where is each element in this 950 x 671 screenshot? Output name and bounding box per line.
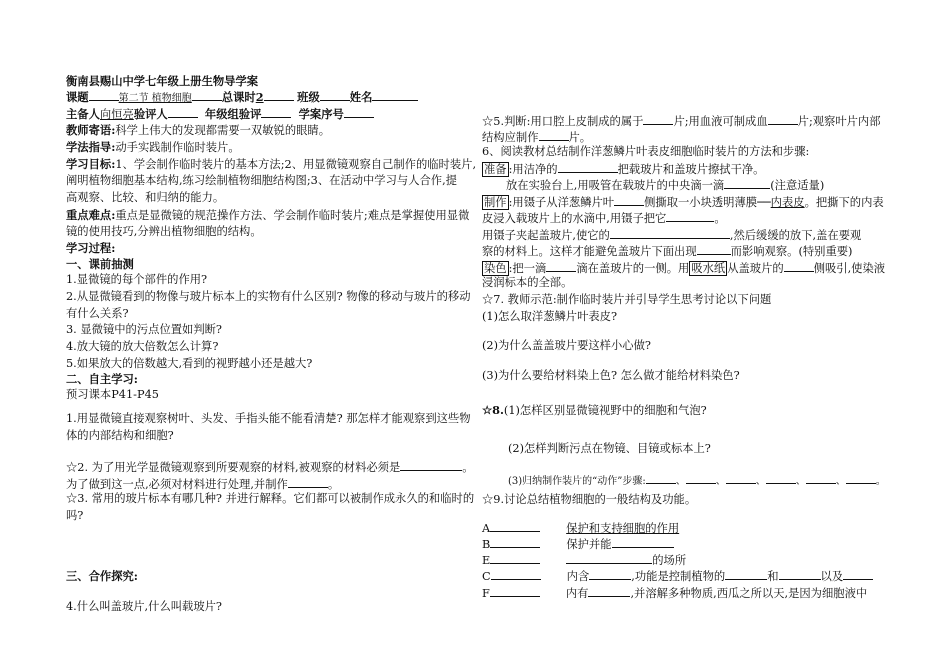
answer-blank[interactable]	[610, 226, 730, 239]
blank	[261, 105, 291, 118]
answer-blank[interactable]	[846, 471, 876, 484]
self-study-2-text-2: 为了做到这一点,必须对材料进行处理,并制作	[66, 478, 288, 491]
demo-q2: (2)为什么盖盖玻片要这样小心做?	[482, 339, 651, 352]
answer-blank[interactable]	[566, 551, 652, 564]
row-f-text-2: ,并溶解多种物质,西瓜之所以天,是因为细胞液中	[630, 587, 868, 600]
structure-row-f	[482, 584, 867, 603]
answer-blank[interactable]	[589, 567, 631, 580]
key-line-1	[66, 207, 469, 225]
make-text-5: 皮浸入载玻片上的水滴中,用镊子把它	[482, 212, 667, 225]
answer-blank[interactable]	[588, 584, 630, 597]
row-letter: C	[482, 570, 491, 583]
make-text-6: 。	[714, 212, 726, 225]
answer-blank[interactable]	[766, 471, 796, 484]
row-c-text-3: 和	[767, 570, 779, 583]
make-box: 制作	[484, 196, 507, 209]
total-hours-label: 总课时	[221, 90, 256, 104]
reviewer-label: 验评人	[133, 107, 168, 121]
section-2-title: 二、自主学习:	[66, 372, 138, 386]
answer-blank[interactable]	[725, 567, 767, 580]
answer-blank[interactable]	[539, 128, 569, 141]
name-label: 姓名	[349, 90, 373, 104]
demo-intro: ☆7. 教师示范:制作临时装片并引导学生思考讨论以下问题	[482, 293, 772, 306]
answer-blank[interactable]	[400, 458, 462, 471]
self-study-2-text: ☆2. 为了用光学显微镜观察到所要观察的材料,被观察的材料必须是	[66, 461, 401, 474]
separator: 、	[715, 476, 726, 487]
row-c-text-1: 内含	[566, 570, 590, 583]
inquiry-4: 4.什么叫盖玻片,什么叫载玻片?	[66, 600, 222, 613]
goal-line-2: 阐明植物细胞基本结构,练习绘制植物细胞结构图;3、在活动中学习与人合作,提	[66, 174, 457, 187]
goal-line-1	[66, 156, 476, 174]
row-letter: A	[482, 522, 491, 535]
author-value: 向恒亮	[99, 108, 134, 121]
q8-line-1	[482, 402, 707, 420]
judge-text-a: ☆5.判断:用口腔上皮制成的属于	[482, 115, 644, 128]
answer-blank[interactable]	[490, 519, 540, 532]
stain-text-3: 从盖玻片的	[727, 262, 784, 275]
question-2-line-2: 有什么关系?	[66, 307, 129, 320]
self-study-1-line-1: 1.用显微镜直接观察树叶、头发、手指头能不能看清楚? 那怎样才能观察到这些物	[66, 412, 471, 425]
section-3-title: 三、合作探究:	[66, 569, 138, 583]
class-label: 班级	[297, 90, 320, 104]
stain-text-4: 侧吸引,使染液	[813, 262, 886, 275]
key-label: 重点难点:	[66, 208, 116, 222]
stain-line-2: 浸润标本的全部。	[482, 276, 573, 289]
q8-label: ☆8.	[482, 403, 504, 417]
demo-q1: (1)怎么取洋葱鳞片叶表皮?	[482, 310, 618, 323]
separator: 、	[675, 476, 686, 487]
judge-text-c: 片;观察叶片内部	[797, 115, 881, 128]
make-text-2: 侧撕取一小块透明薄膜──	[644, 196, 771, 209]
make-text-3: 内表皮	[770, 196, 805, 209]
method-text: 动手实践制作临时装片。	[115, 141, 240, 154]
row-c-text-4: 以及	[820, 570, 844, 583]
cover-text-3: 察的材料上。这样才能避免盖玻片下面出现	[482, 245, 697, 258]
make-text-1: :用镊子从洋葱鳞片叶	[508, 196, 615, 209]
answer-blank[interactable]	[288, 475, 328, 488]
process-label: 学习过程:	[66, 241, 116, 255]
total-hours-value: 2	[255, 90, 264, 104]
teacher-message-text: 科学上伟大的发现都需要一双敏锐的眼睛。	[115, 124, 331, 137]
answer-blank[interactable]	[490, 535, 540, 548]
answer-blank[interactable]	[779, 567, 821, 580]
separator: 、	[755, 476, 766, 487]
answer-blank[interactable]	[490, 551, 540, 564]
judge-text-b: 片;用血液可制成血	[673, 115, 768, 128]
blank	[168, 105, 198, 118]
q9: ☆9.讨论总结植物细胞的一般结构及功能。	[482, 493, 697, 506]
answer-blank[interactable]	[546, 259, 576, 272]
question-5: 5.如果放大的倍数越大,看到的视野越小还是越大?	[66, 357, 313, 370]
answer-blank[interactable]	[614, 193, 644, 206]
q8-text-3: (3)归纳制作装片的“动作”步骤:	[508, 476, 646, 487]
answer-blank[interactable]	[768, 112, 798, 125]
q8-text-1: (1)怎样区别显微镜视野中的细胞和气泡?	[503, 404, 707, 417]
answer-blank[interactable]	[646, 471, 676, 484]
teacher-message-label: 教师寄语:	[66, 123, 116, 137]
row-letter: B	[482, 538, 491, 551]
steps-intro: 6、阅读教材总结制作洋葱鳞片叶表皮细胞临时装片的方法和步骤:	[482, 145, 810, 158]
answer-blank[interactable]	[784, 259, 814, 272]
absorbent-paper-box: 吸水纸	[691, 262, 726, 275]
row-b-text: 保护并能	[566, 538, 612, 551]
preview-text: 预习课本P41-P45	[66, 388, 159, 401]
key-text-1: 重点是显微镜的规范操作方法、学会制作临时装片;难点是掌握使用显微	[115, 209, 470, 222]
teacher-message	[66, 122, 330, 140]
author-label: 主备人	[66, 107, 100, 121]
self-study-1-line-2: 体的内部结构和细胞?	[66, 429, 174, 442]
answer-blank[interactable]	[612, 535, 674, 548]
method	[66, 139, 240, 157]
key-line-2: 镜的使用技巧,分辨出植物细胞的结构。	[66, 225, 262, 238]
separator: 、	[835, 476, 846, 487]
topic-label: 课题	[66, 90, 89, 104]
q8-line-3	[508, 471, 886, 489]
grade-reviewer-label: 年级组验评	[204, 107, 262, 121]
make-text-4: 。把撕下的内表	[804, 196, 884, 209]
blank	[192, 88, 222, 101]
answer-blank[interactable]	[843, 567, 873, 580]
answer-blank[interactable]	[490, 584, 540, 597]
answer-blank[interactable]	[666, 209, 714, 222]
method-label: 学法指导:	[66, 140, 116, 154]
blank	[372, 88, 418, 101]
self-study-2-end-2: 。	[327, 478, 340, 491]
q8-line-2: (2)怎样判断污点在物镜、目镜或标本上?	[508, 442, 711, 455]
answer-blank[interactable]	[806, 471, 836, 484]
serial-label: 学案序号	[298, 107, 344, 121]
self-study-3-line-2: 吗?	[66, 509, 84, 522]
q8-end: 。	[875, 476, 886, 487]
judge-text-d: 结构应制作	[482, 131, 539, 144]
row-e-text: 的场所	[652, 554, 687, 567]
stain-text-1: :把一滴	[508, 262, 547, 275]
blank	[344, 105, 374, 118]
row-c-text-2: ,功能是控制植物的	[631, 570, 726, 583]
school-title: 衡南县赐山中学七年级上册生物导学案	[66, 74, 259, 88]
prep-text-4: (注意适量)	[770, 179, 825, 192]
answer-blank[interactable]	[491, 567, 541, 580]
answer-blank[interactable]	[724, 176, 770, 189]
goal-line-3: 高观察、比较、和归纳的能力。	[66, 191, 225, 204]
demo-q3: (3)为什么要给材料染上色? 怎么做才能给材料染色?	[482, 369, 740, 382]
cover-text-1: 用镊子夹起盖玻片,使它的	[482, 229, 610, 242]
question-2-line-1: 2.从显微镜看到的物像与玻片标本上的实物有什么区别? 物像的移动与玻片的移动	[66, 290, 471, 303]
answer-blank[interactable]	[558, 160, 618, 173]
row-f-text-1: 内有	[565, 587, 589, 600]
prep-text-1: :用洁净的	[508, 163, 558, 176]
section-1-title: 一、课前抽测	[66, 257, 134, 271]
blank	[320, 88, 350, 101]
self-study-3-line-1: ☆3. 常用的玻片标本有哪几种? 并进行解释。它们都可以被制作成永久的和临时的	[66, 492, 475, 505]
stain-text-2: 滴在盖玻片的一侧。用	[576, 262, 690, 275]
goal-label: 学习目标:	[66, 157, 116, 171]
cover-text-2: ,然后缓缓的放下,盖在要观	[729, 229, 862, 242]
answer-blank[interactable]	[726, 471, 756, 484]
row-a-text: 保护和支持细胞的作用	[566, 522, 680, 535]
answer-blank[interactable]	[697, 242, 731, 255]
row-letter: F	[482, 587, 490, 600]
answer-blank[interactable]	[686, 471, 716, 484]
prep-box: 准备	[484, 163, 507, 176]
prep-text-2: 把载玻片和盖玻片擦拭干净。	[617, 163, 765, 176]
stain-box: 染色	[484, 262, 507, 275]
answer-blank[interactable]	[643, 112, 673, 125]
prep-text-3: 放在实验台上,用吸管在载玻片的中央滴一滴	[506, 179, 725, 192]
question-3: 3. 显微镜中的污点位置如判断?	[66, 323, 222, 336]
topic-value: 第二节 植物细胞	[118, 93, 192, 104]
question-4: 4.放大镜的放大倍数怎么计算?	[66, 340, 219, 353]
row-letter: E	[482, 554, 491, 567]
question-1: 1.显微镜的每个部件的作用?	[66, 273, 208, 286]
goal-text-1: 1、学会制作临时装片的基本方法;2、用显微镜观察自己制作的临时装片,	[115, 158, 477, 171]
blank	[264, 88, 294, 101]
cover-text-4: 而影响观察。(特别重要)	[730, 245, 853, 258]
self-study-2-end: 。	[462, 461, 474, 474]
judge-text-e: 片。	[568, 131, 592, 144]
separator: 、	[795, 476, 806, 487]
blank	[89, 88, 119, 101]
